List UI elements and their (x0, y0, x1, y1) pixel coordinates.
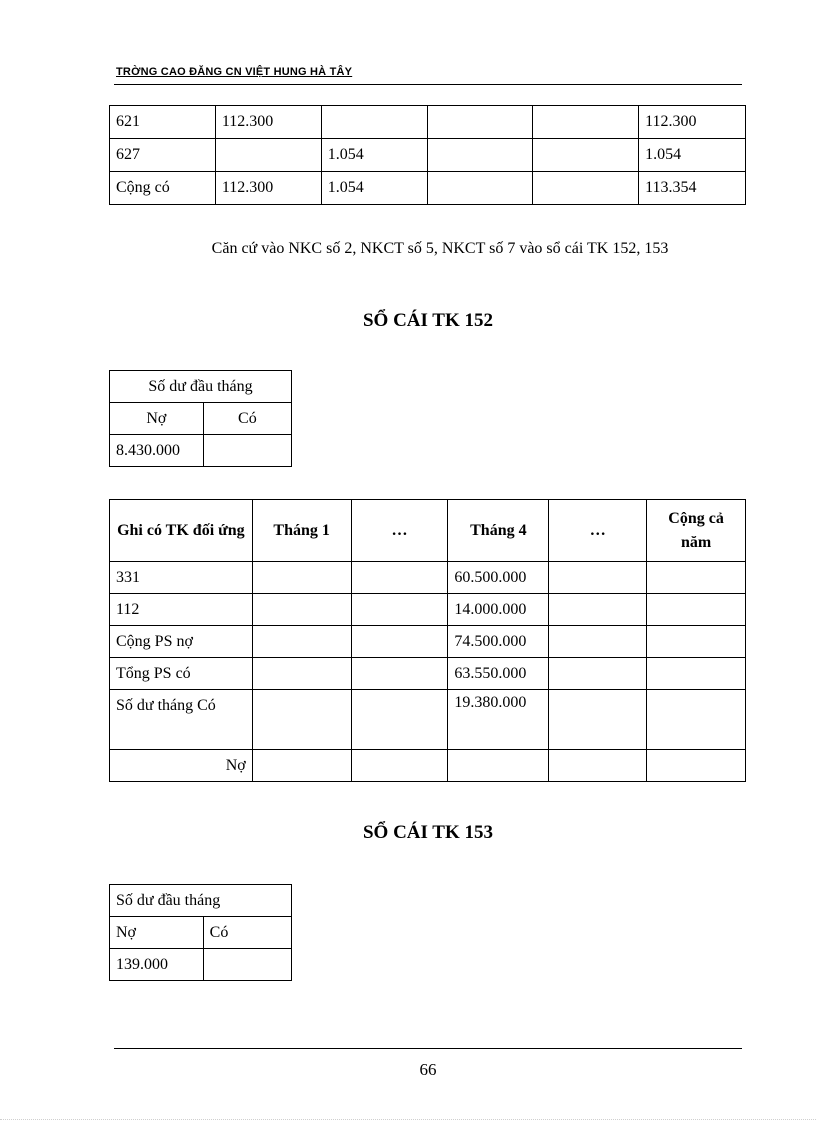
ledger-152-opening-balance (109, 370, 292, 467)
table-cell: Tổng PS có (110, 658, 253, 690)
table-cell (427, 139, 533, 172)
ledger-152-table (109, 499, 746, 782)
table-cell (549, 626, 647, 658)
column-header: … (351, 500, 448, 562)
debit-label: Nợ (110, 917, 204, 949)
table-row (110, 658, 746, 690)
credit-value (203, 435, 291, 467)
table-cell (252, 690, 351, 750)
table-cell (647, 750, 746, 782)
table-cell (533, 106, 639, 139)
table-cell: Cộng PS nợ (110, 626, 253, 658)
table-cell (647, 562, 746, 594)
table-cell (252, 594, 351, 626)
table-cell (351, 750, 448, 782)
table-row (110, 435, 292, 467)
ledger-153-title: SỔ CÁI TK 153 (362, 822, 494, 843)
table-row (110, 139, 746, 172)
table-cell: 1.054 (321, 139, 427, 172)
table-cell (351, 690, 448, 750)
table-cell (252, 626, 351, 658)
table-row (110, 371, 292, 403)
table-cell (549, 594, 647, 626)
table-cell: 14.000.000 (448, 594, 549, 626)
table-cell: 621 (110, 106, 216, 139)
debit-label: Nợ (110, 403, 204, 435)
table-cell (647, 594, 746, 626)
table-cell: 112 (110, 594, 253, 626)
table-cell (351, 626, 448, 658)
table-cell (647, 658, 746, 690)
table-cell (252, 562, 351, 594)
header-rule (114, 84, 742, 85)
table-cell (549, 690, 647, 750)
table-cell: 63.550.000 (448, 658, 549, 690)
column-header: Cộng cả năm (647, 500, 746, 562)
table-cell: 19.380.000 (448, 690, 549, 750)
table-row (110, 690, 746, 750)
table-row (110, 750, 746, 782)
page-number: 66 (419, 1060, 437, 1079)
top-table (109, 105, 746, 205)
table-row (110, 106, 746, 139)
table-cell (321, 106, 427, 139)
table-row (110, 949, 292, 981)
table-row (110, 626, 746, 658)
opening-balance-header: Số dư đầu tháng (110, 885, 292, 917)
table-cell (351, 658, 448, 690)
ledger-152-title: SỔ CÁI TK 152 (362, 310, 494, 331)
opening-balance-header: Số dư đầu tháng (110, 371, 292, 403)
credit-label: Có (203, 403, 291, 435)
column-header: … (549, 500, 647, 562)
table-cell (549, 750, 647, 782)
credit-value (203, 949, 291, 981)
table-cell: Số dư tháng Có (110, 690, 253, 750)
table-cell: 112.300 (215, 106, 321, 139)
credit-label: Có (203, 917, 291, 949)
table-row (110, 594, 746, 626)
table-cell (252, 658, 351, 690)
table-cell (351, 594, 448, 626)
table-cell (215, 139, 321, 172)
column-header: Ghi có TK đối ứng (110, 500, 253, 562)
table-cell: Nợ (110, 750, 253, 782)
table-cell (533, 172, 639, 205)
table-row (110, 885, 292, 917)
table-cell (448, 750, 549, 782)
table-cell: 331 (110, 562, 253, 594)
table-cell: 113.354 (639, 172, 746, 205)
table-cell (252, 750, 351, 782)
table-cell: 60.500.000 (448, 562, 549, 594)
table-row (110, 917, 292, 949)
table-row (110, 562, 746, 594)
table-cell (549, 658, 647, 690)
table-cell: 74.500.000 (448, 626, 549, 658)
table-cell (427, 106, 533, 139)
table-cell (549, 562, 647, 594)
table-cell: 627 (110, 139, 216, 172)
debit-value: 8.430.000 (110, 435, 204, 467)
footer-rule (114, 1048, 742, 1049)
page-edge-divider (0, 1119, 816, 1120)
table-cell (351, 562, 448, 594)
table-cell: Cộng có (110, 172, 216, 205)
table-row (110, 403, 292, 435)
table-cell: 112.300 (639, 106, 746, 139)
column-header: Tháng 1 (252, 500, 351, 562)
table-cell: 112.300 (215, 172, 321, 205)
table-cell: 1.054 (639, 139, 746, 172)
school-header: TRỜNG CAO ĐĂNG CN VIỆT HUNG HÀ TÂY (116, 66, 353, 78)
table-cell (647, 626, 746, 658)
debit-value: 139.000 (110, 949, 204, 981)
table-header-row (110, 500, 746, 562)
table-cell (533, 139, 639, 172)
table-cell (647, 690, 746, 750)
table-cell: 1.054 (321, 172, 427, 205)
ledger-153-opening-balance (109, 884, 292, 981)
table-row (110, 172, 746, 205)
intro-paragraph: Căn cứ vào NKC số 2, NKCT số 5, NKCT số 7 vào sổ cái TK 152, 153 (211, 240, 669, 257)
column-header: Tháng 4 (448, 500, 549, 562)
table-cell (427, 172, 533, 205)
